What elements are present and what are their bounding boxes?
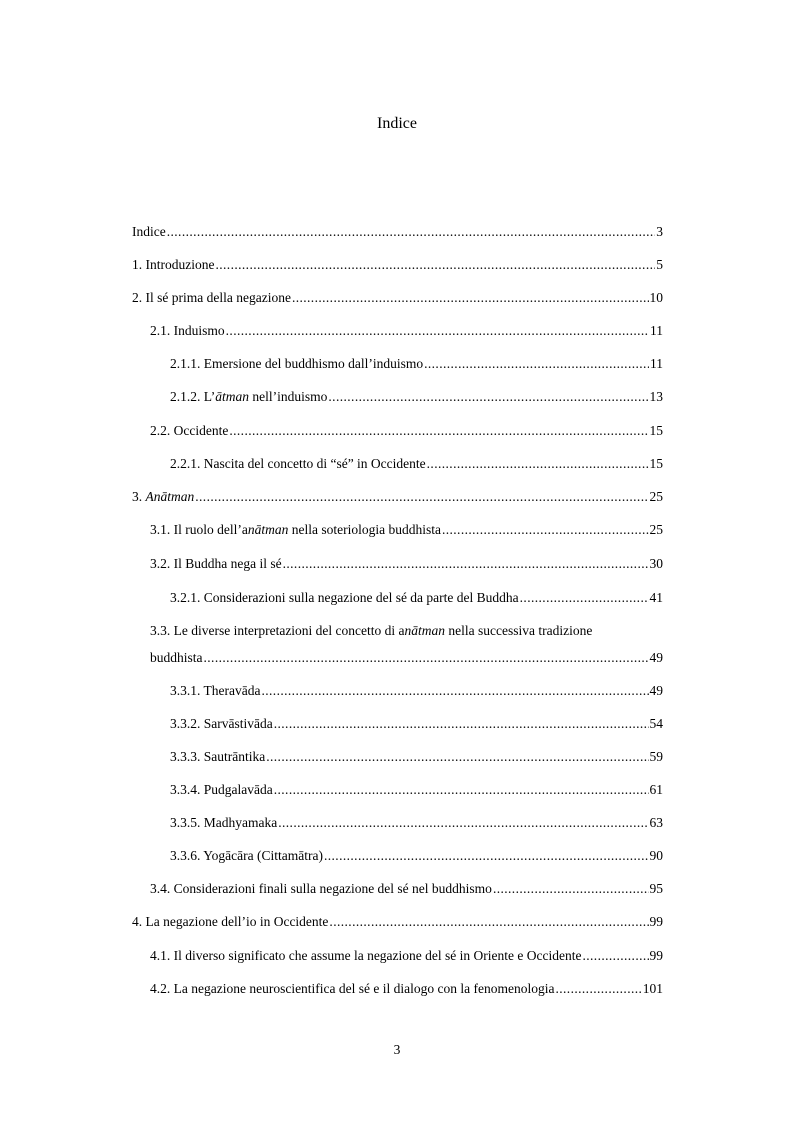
page-title: Indice	[377, 115, 417, 132]
toc-entry-page: 49	[649, 650, 663, 665]
toc-entry[interactable]	[132, 221, 663, 243]
page-number: 3	[393, 1042, 401, 1057]
toc-entry[interactable]	[132, 287, 663, 309]
toc-entry-page: 15	[649, 456, 663, 471]
toc-entry-page: 10	[649, 290, 663, 305]
toc-entry[interactable]	[150, 647, 663, 669]
toc-entry[interactable]	[170, 386, 663, 408]
toc-entry[interactable]	[170, 680, 663, 702]
toc-leader	[204, 647, 649, 669]
toc-entry-page: 25	[649, 489, 663, 504]
toc-entry-first-line[interactable]: 3.3. Le diverse interpretazioni del concetto di anātman nella successiva tradizione	[150, 623, 593, 638]
toc-leader	[427, 453, 649, 475]
toc-entry[interactable]	[150, 945, 663, 967]
toc-entry-label: 3.3.4. Pudgalavāda	[170, 782, 273, 797]
toc-leader	[324, 845, 649, 867]
toc-leader	[582, 945, 648, 967]
toc-entry-label: 2.1. Induismo	[150, 323, 225, 338]
toc-entry-label: 3.3.1. Theravāda	[170, 683, 261, 698]
toc-entry-label: 3.3.6. Yogācāra (Cittamātra)	[170, 848, 323, 863]
toc-entry-label: 3. Anātman	[132, 489, 195, 504]
toc-entry-page: 5	[656, 257, 663, 272]
toc-entry-label: 3.4. Considerazioni finali sulla negazione del sé nel buddhismo	[150, 881, 492, 896]
toc-entry[interactable]	[170, 812, 663, 834]
toc-leader	[274, 713, 649, 735]
toc-entry-label: 2.1.2. L’ātman nell’induismo	[170, 389, 328, 404]
toc-entry-page: 41	[649, 590, 663, 605]
toc-entry-page: 99	[649, 914, 663, 929]
toc-entry-label: 2. Il sé prima della negazione	[132, 290, 291, 305]
toc-entry[interactable]	[150, 320, 663, 342]
toc-entry[interactable]	[170, 779, 663, 801]
toc-entry-label: 4. La negazione dell’io in Occidente	[132, 914, 329, 929]
toc-entry-page: 95	[649, 881, 663, 896]
toc-entry[interactable]	[150, 553, 663, 575]
toc-entry[interactable]	[150, 878, 663, 900]
toc-entry-page: 101	[642, 981, 663, 996]
toc-entry-label: 2.2.1. Nascita del concetto di “sé” in Occidente	[170, 456, 426, 471]
toc-entry-page: 30	[649, 556, 663, 571]
toc-entry-page: 99	[649, 948, 663, 963]
toc-leader	[442, 519, 649, 541]
toc-entry-page: 25	[649, 522, 663, 537]
toc-leader	[266, 746, 648, 768]
toc-leader	[424, 353, 649, 375]
toc-entry[interactable]	[150, 978, 663, 1000]
toc-leader	[555, 978, 641, 1000]
toc-entry-page: 49	[649, 683, 663, 698]
toc-entry-label: 4.2. La negazione neuroscientifica del sé e il dialogo con la fenomenologia	[150, 981, 555, 996]
toc-entry-label: 3.3.2. Sarvāstivāda	[170, 716, 273, 731]
toc-leader	[274, 779, 649, 801]
toc-entry[interactable]	[170, 713, 663, 735]
toc-entry-page: 59	[649, 749, 663, 764]
toc-leader	[278, 812, 648, 834]
toc-entry[interactable]	[170, 587, 663, 609]
toc-leader	[229, 420, 648, 442]
toc-leader	[226, 320, 649, 342]
toc-entry[interactable]	[150, 519, 663, 541]
toc-entry-page: 13	[649, 389, 663, 404]
toc-leader	[215, 254, 655, 276]
toc-entry[interactable]	[170, 746, 663, 768]
toc-entry-page: 63	[649, 815, 663, 830]
toc-entry-page: 15	[649, 423, 663, 438]
toc-entry-label: 3.2.1. Considerazioni sulla negazione del sé da parte del Buddha	[170, 590, 519, 605]
toc-entry-page: 90	[649, 848, 663, 863]
toc-leader	[493, 878, 649, 900]
toc-leader	[283, 553, 649, 575]
toc-entry-page: 61	[649, 782, 663, 797]
toc-entry-label: 3.2. Il Buddha nega il sé	[150, 556, 282, 571]
toc-entry-label: Indice	[132, 224, 166, 239]
toc-entry-label: 3.3.5. Madhyamaka	[170, 815, 278, 830]
toc-entry-label: 3.3.3. Sautrāntika	[170, 749, 266, 764]
toc-entry[interactable]	[170, 845, 663, 867]
toc-leader	[520, 587, 649, 609]
toc-entry-label: buddhista	[150, 650, 203, 665]
toc-entry-label: 2.2. Occidente	[150, 423, 229, 438]
toc-leader	[328, 386, 648, 408]
toc-entry[interactable]	[170, 453, 663, 475]
toc-leader	[195, 486, 648, 508]
toc-entry-label: 3.1. Il ruolo dell’anātman nella soteriologia buddhista	[150, 522, 441, 537]
toc-entry[interactable]	[132, 911, 663, 933]
toc-entry-label: 2.1.1. Emersione del buddhismo dall’induismo	[170, 356, 424, 371]
toc-entry[interactable]	[170, 353, 663, 375]
toc-entry[interactable]	[132, 254, 663, 276]
toc-entry-page: 3	[656, 224, 663, 239]
toc-entry-label: 1. Introduzione	[132, 257, 215, 272]
toc-leader	[292, 287, 649, 309]
toc-entry[interactable]	[132, 486, 663, 508]
toc-entry-label: 4.1. Il diverso significato che assume la negazione del sé in Oriente e Occidente	[150, 948, 582, 963]
toc-leader	[261, 680, 648, 702]
toc-leader	[329, 911, 648, 933]
toc-entry-page: 54	[649, 716, 663, 731]
toc-entry-page: 11	[650, 356, 663, 371]
toc-leader	[167, 221, 656, 243]
toc-entry[interactable]	[150, 420, 663, 442]
toc-entry-page: 11	[650, 323, 663, 338]
